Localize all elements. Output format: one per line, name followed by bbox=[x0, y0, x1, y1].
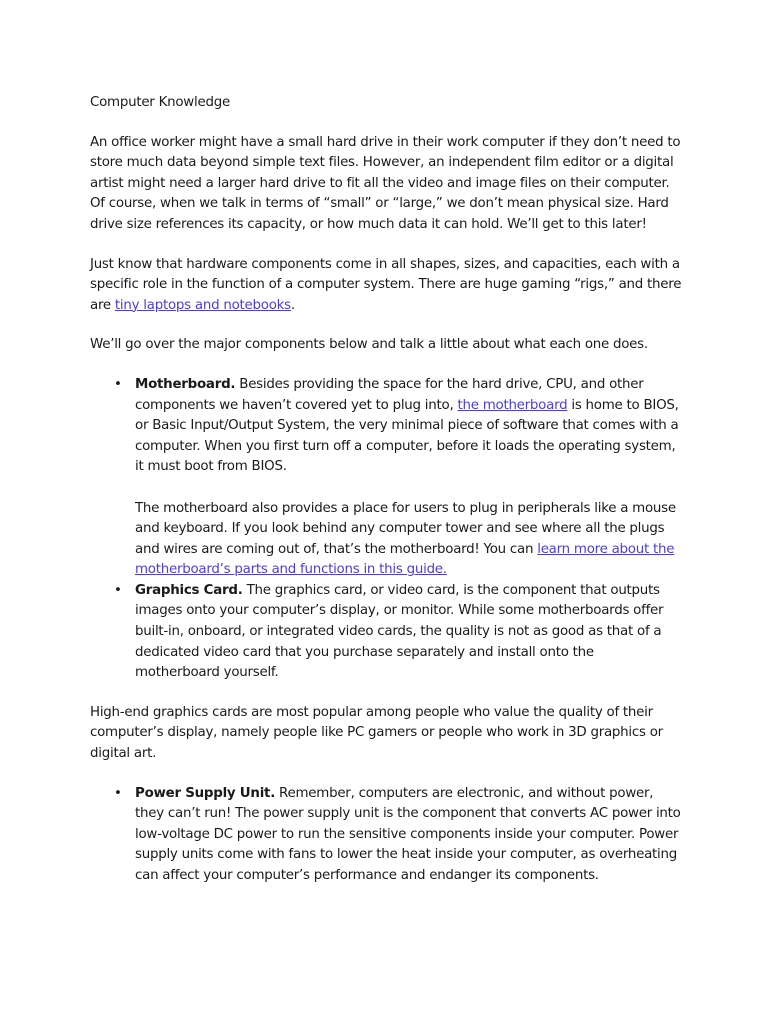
list-item-power-supply bbox=[114, 784, 682, 887]
component-list-2 bbox=[90, 784, 682, 887]
term-motherboard: Motherboard. bbox=[135, 376, 236, 392]
list-item-motherboard bbox=[114, 375, 682, 581]
tiny-laptops-link[interactable]: tiny laptops and notebooks bbox=[114, 297, 291, 313]
list-item-text: The graphics card, or video card, is the component that outputs images onto your computer’s display, or monitor. While some motherboards offer built-in, onboard, or integrated video cards, the quality is not as good as that of a dedicated video card that you purchase separately and install onto the motherboard yourself. bbox=[135, 582, 664, 681]
list-item-text: Besides providing the space for the hard drive, CPU, and other components we haven’t covered yet to plug into, bbox=[135, 376, 644, 413]
list-item-text: is home to BIOS, or Basic Input/Output System, the very minimal piece of software that comes with a computer. When you first turn off a computer, before it loads the operating system, it must boot from BIOS. bbox=[135, 397, 679, 475]
paragraph-major-components: We’ll go over the major components below and talk a little about what each one does. bbox=[90, 337, 648, 353]
bullet: • bbox=[114, 785, 122, 801]
the-motherboard-link[interactable]: the motherboard bbox=[457, 397, 568, 413]
motherboard-guide-link[interactable]: learn more about the motherboard’s parts and functions in this guide. bbox=[135, 541, 675, 578]
paragraph-hard-drive: An office worker might have a small hard drive in their work computer if they don’t need to store much data beyond simple text files. However, an independent film editor or a digital artist might need a larger hard drive to fit all the video and image files on their computer. Of course, when we talk in terms of “small” or “large,” we don’t mean physical size. Hard drive size references its capacity, or how much data it can hold. We’ll get to this later! bbox=[90, 134, 681, 232]
term-power-supply: Power Supply Unit. bbox=[135, 785, 276, 801]
paragraph-hardware-components bbox=[90, 255, 682, 317]
document-page bbox=[90, 93, 682, 906]
component-list bbox=[90, 375, 682, 684]
list-item-graphics-card bbox=[114, 581, 682, 684]
list-item-text: Remember, computers are electronic, and without power, they can’t run! The power supply unit is the component that converts AC power into low-voltage DC power to run the sensitive components inside your computer. Power supply units come with fans to lower the heat inside your computer, as overheating can affect your computer’s performance and endanger its components. bbox=[135, 785, 681, 883]
motherboard-subparagraph bbox=[135, 499, 682, 581]
paragraph-text: Just know that hardware components come in all shapes, sizes, and capacities, each with a specific role in the function of a computer system. There are huge gaming “rigs,” and there are bbox=[90, 256, 682, 313]
paragraph-text: . bbox=[290, 297, 295, 313]
document-title: Computer Knowledge bbox=[90, 95, 230, 110]
list-item-text: The motherboard also provides a place for users to plug in peripherals like a mouse and keyboard. If you look behind any computer tower and see where all the plugs and wires are coming out of, that’s the motherboard! You can bbox=[135, 500, 676, 557]
bullet: • bbox=[114, 376, 122, 392]
term-graphics-card: Graphics Card. bbox=[135, 582, 243, 598]
bullet: • bbox=[114, 582, 122, 598]
paragraph-graphics-cards: High-end graphics cards are most popular among people who value the quality of their computer’s display, namely people like PC gamers or people who work in 3D graphics or digital art. bbox=[90, 704, 663, 762]
